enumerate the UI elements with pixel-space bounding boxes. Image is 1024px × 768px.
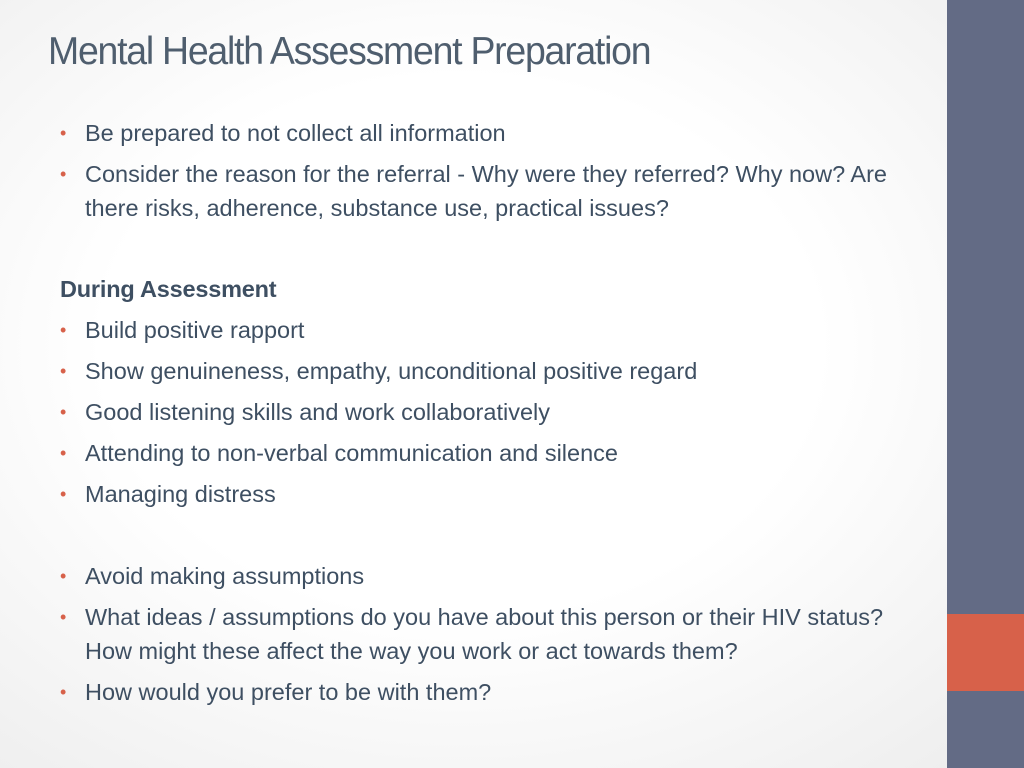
bullet-text: What ideas / assumptions do you have about this person or their HIV status? How might these affect the way you work or act towards them? [85,604,884,664]
section-subheading: During Assessment [60,276,277,302]
bullet-item [60,436,930,470]
bullet-text: Avoid making assumptions [85,563,365,589]
slide-body [60,116,930,716]
bullet-icon: • [60,682,67,702]
bullet-list-assumptions [60,559,930,709]
bullet-list-preparation [60,116,930,225]
bullet-item [60,675,930,709]
bullet-text: Show genuineness, empathy, unconditional positive regard [85,358,698,384]
bullet-icon: • [60,320,67,340]
bullet-icon: • [60,164,67,184]
bullet-text: Be prepared to not collect all information [85,120,506,146]
bullet-item [60,313,930,347]
bullet-list-during-assessment [60,313,930,511]
bullet-icon: • [60,607,67,627]
bullet-item [60,559,930,593]
bullet-icon: • [60,443,67,463]
bullet-text: Build positive rapport [85,317,305,343]
bullet-item [60,395,930,429]
bullet-item [60,477,930,511]
slide-title: Mental Health Assessment Preparation [48,30,651,73]
bullet-item [60,157,890,225]
bullet-item [60,600,930,668]
bullet-item [60,354,930,388]
bullet-text: How would you prefer to be with them? [85,679,492,705]
bullet-text: Managing distress [85,481,276,507]
bullet-text: Good listening skills and work collaboratively [85,399,550,425]
bullet-text: Attending to non-verbal communication and silence [85,440,618,466]
bullet-icon: • [60,484,67,504]
spacer [60,232,930,272]
bullet-icon: • [60,402,67,422]
spacer [60,518,930,559]
bullet-icon: • [60,361,67,381]
bullet-item [60,116,930,150]
sidebar-accent-block [947,614,1024,691]
bullet-icon: • [60,566,67,586]
bullet-icon: • [60,123,67,143]
bullet-text: Consider the reason for the referral - Why were they referred? Why now? Are there risks, adherence, substance use, practical issues? [85,161,887,221]
